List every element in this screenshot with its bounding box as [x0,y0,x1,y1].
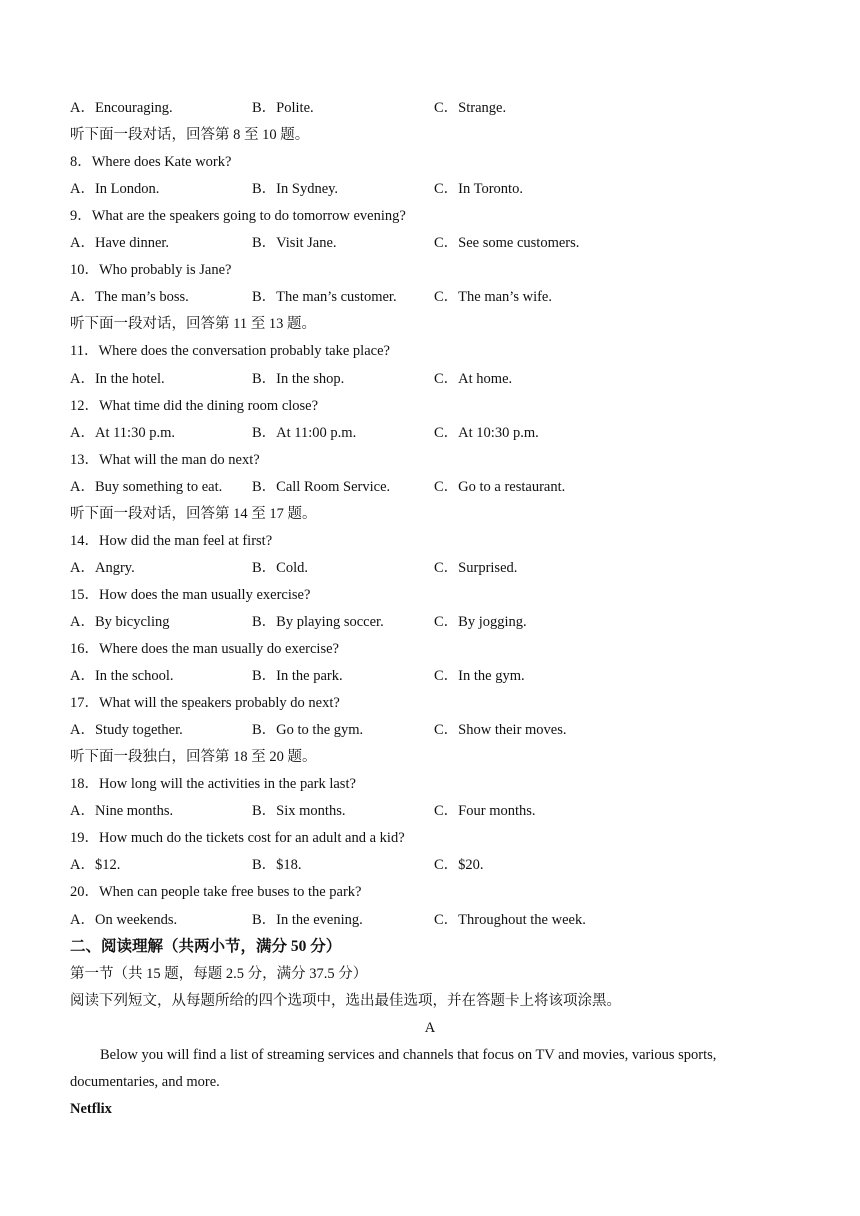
service-subheading: Netflix [70,1100,112,1117]
question-text: 12．What time did the dining room close? [70,397,319,414]
option-c: C．Strange. [434,100,507,116]
passage-intro-paragraph: Below you will find a list of streaming services and channels that focus on TV and movies, various sports, documentaries, and more. [70,1046,717,1090]
option-c: C．At home. [434,370,513,387]
option-b: B．By playing soccer. [252,613,384,630]
option-c: C．$20. [434,857,484,874]
option-b: B．Call Room Service. [252,478,391,495]
question-text: 18．How long will the activities in the park last? [70,776,356,793]
option-a: A．In the school. [70,668,174,685]
option-c: C．In Toronto. [434,181,523,198]
instruction-text: 听下面一段对话，回答第 11 至 13 题。 [70,316,316,333]
option-a: A．Have dinner. [70,235,170,252]
question-text: 8．Where does Kate work? [70,154,232,171]
option-c: C．See some customers. [434,235,580,252]
question-text: 10．Who probably is Jane? [70,262,232,279]
option-b: B．Six months. [252,803,346,820]
option-a: A．Angry. [70,559,135,576]
option-b: B．In Sydney. [252,181,339,198]
option-c: C．In the gym. [434,668,525,685]
option-c: C．By jogging. [434,613,527,630]
option-b: B．Visit Jane. [252,235,337,252]
option-a: A．Nine months. [70,803,174,820]
question-text: 19．How much do the tickets cost for an adult and a kid? [70,830,405,847]
option-b: B．The man’s customer. [252,289,397,306]
option-c: C．Show their moves. [434,722,567,739]
option-a: A．In the hotel. [70,370,165,387]
option-a: A．Buy something to eat. [70,478,223,495]
option-b: B．Cold. [252,559,308,576]
instruction-text: 第一节（共 15 题，每题 2.5 分，满分 37.5 分） [70,965,368,982]
option-c: C．At 10:30 p.m. [434,424,539,441]
option-b: B．At 11:00 p.m. [252,424,357,441]
instruction-text: 听下面一段独白，回答第 18 至 20 题。 [70,749,317,766]
question-text: 20．When can people take free buses to the park? [70,884,362,901]
option-a: A．On weekends. [70,911,178,928]
option-b: B．Polite. [252,100,314,116]
question-text: 17．What will the speakers probably do next? [70,695,340,712]
instruction-text: 阅读下列短文，从每题所给的四个选项中，选出最佳选项，并在答题卡上将该项涂黑。 [70,992,621,1009]
option-c: C．Throughout the week. [434,911,586,928]
option-a: A．$12. [70,857,121,874]
option-a: A．By bicycling [70,613,170,630]
option-b: B．In the evening. [252,911,363,928]
option-b: B．In the shop. [252,370,345,387]
question-text: 13．What will the man do next? [70,451,260,468]
option-b: B．Go to the gym. [252,722,364,739]
option-c: C．Go to a restaurant. [434,478,566,495]
question-text: 11．Where does the conversation probably take place? [70,343,390,360]
option-c: C．The man’s wife. [434,289,552,306]
option-b: B．$18. [252,857,302,874]
option-a: A．In London. [70,181,160,198]
instruction-text: 听下面一段对话，回答第 14 至 17 题。 [70,505,317,522]
section-heading: 二、阅读理解（共两小节，满分 50 分） [70,937,342,955]
question-text: 9．What are the speakers going to do tomorrow evening? [70,208,406,225]
option-c: C．Four months. [434,803,536,820]
question-text: 15．How does the man usually exercise? [70,586,311,603]
question-text: 16．Where does the man usually do exercise? [70,641,339,657]
option-c: C．Surprised. [434,559,518,576]
instruction-text: 听下面一段对话，回答第 8 至 10 题。 [70,127,310,144]
option-b: B．In the park. [252,668,343,685]
question-text: 14．How did the man feel at first? [70,532,273,549]
option-a: A．At 11:30 p.m. [70,424,175,441]
passage-label: A [424,1019,436,1036]
option-a: A．The man’s boss. [70,289,189,306]
option-a: A．Encouraging. [70,100,173,116]
option-a: A．Study together. [70,722,183,739]
